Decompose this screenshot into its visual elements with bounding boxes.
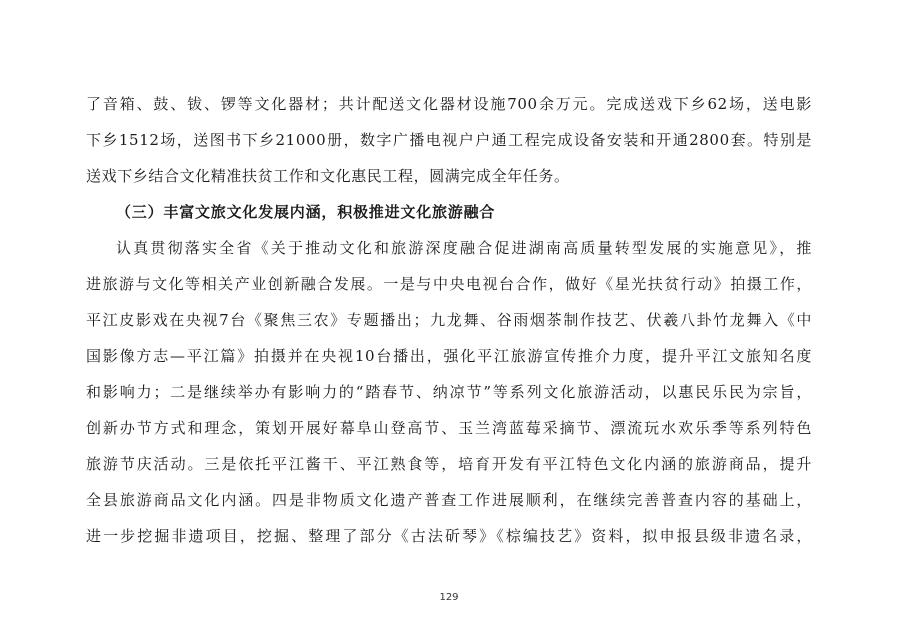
text-line: 进旅游与文化等相关产业创新融合发展。一是与中央电视台合作，做好《星光扶贫行动》拍摄工作， <box>86 275 812 293</box>
section-heading: （三）丰富文旅文化发展内涵，积极推进文化旅游融合 <box>116 203 496 221</box>
text-line: 送戏下乡结合文化精准扶贫工作和文化惠民工程，圆满完成全年任务。 <box>86 167 570 185</box>
text-line: 进一步挖掘非遗项目，挖掘、整理了部分《古法斫琴》《棕编技艺》资料，拟申报县级非遗名录， <box>86 527 812 545</box>
text-line: 认真贯彻落实全省《关于推动文化和旅游深度融合促进湖南高质量转型发展的实施意见》，推 <box>116 239 812 257</box>
text-line: 旅游节庆活动。三是依托平江酱干、平江熟食等，培育开发有平江特色文化内涵的旅游商品，提升 <box>86 455 812 473</box>
text-line: 了音箱、鼓、钹、锣等文化器材；共计配送文化器材设施700余万元。完成送戏下乡62场，送电影 <box>86 95 812 113</box>
text-line: 和影响力；二是继续举办有影响力的“踏春节、纳凉节”等系列文化旅游活动，以惠民乐民为宗旨， <box>86 383 812 401</box>
page-number: 129 <box>439 592 459 603</box>
text-line: 平江皮影戏在央视7台《聚焦三农》专题播出；九龙舞、谷雨烟茶制作技艺、伏羲八卦竹龙舞入《中 <box>86 311 812 329</box>
text-line: 下乡1512场，送图书下乡21000册，数字广播电视户户通工程完成设备安装和开通2800套。特别是 <box>86 131 812 149</box>
text-line: 全县旅游商品文化内涵。四是非物质文化遗产普查工作进展顺利，在继续完善普查内容的基础上， <box>86 491 812 509</box>
text-line: 国影像方志—平江篇》拍摄并在央视10台播出，强化平江旅游宣传推介力度，提升平江文旅知名度 <box>86 347 812 365</box>
body-text <box>86 86 812 554</box>
text-line: 创新办节方式和理念，策划开展好幕阜山登高节、玉兰湾蓝莓采摘节、漂流玩水欢乐季等系列特色 <box>86 419 812 437</box>
